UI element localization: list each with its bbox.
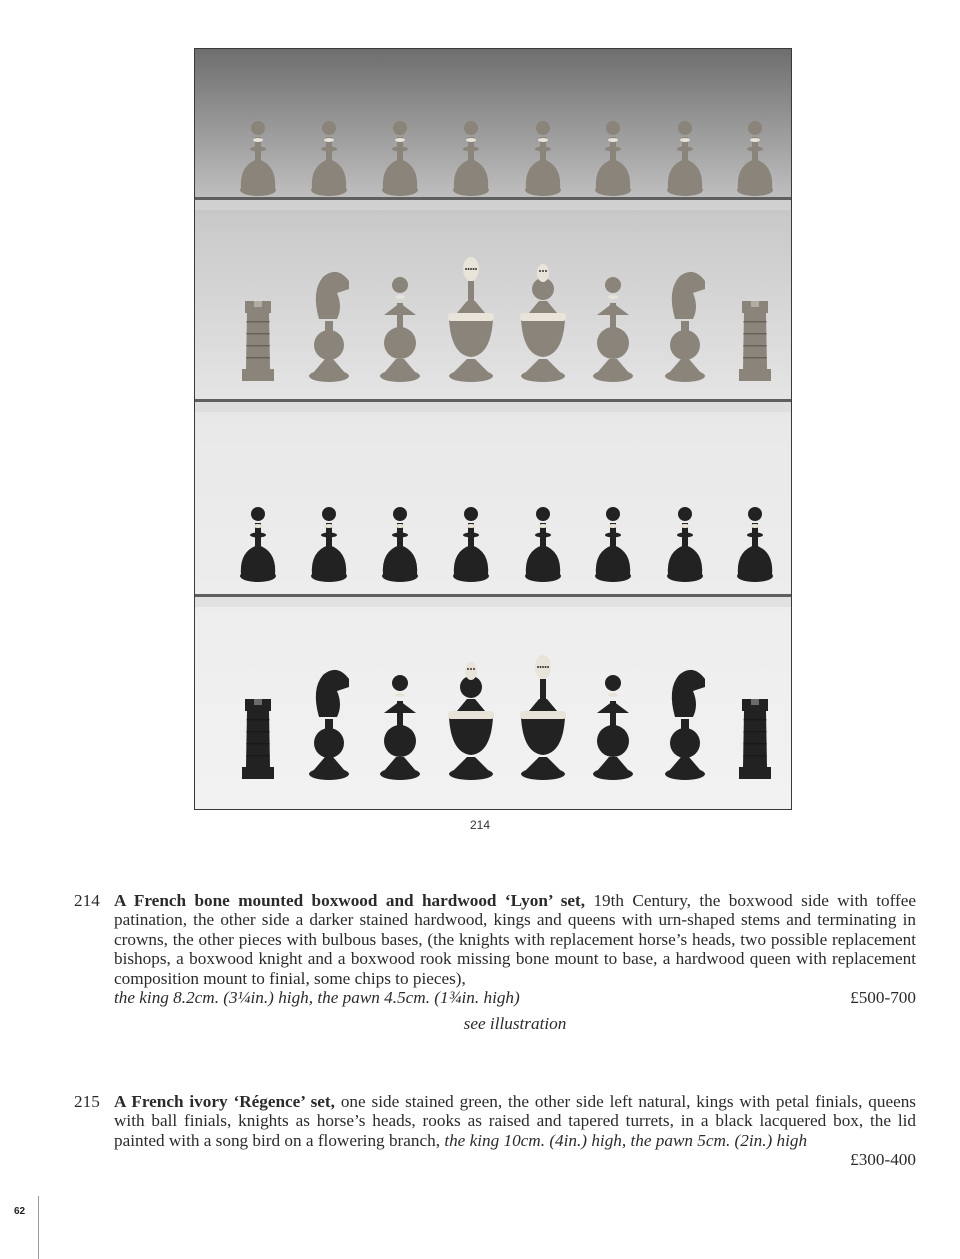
margin-rule [38, 1196, 39, 1259]
lot-body: one side stained green, the other side left natural, kings with petal finials, queens with ball finials, knights as horse’s heads, rooks as raised and tapered turrets, in a black lacquered box, the lid painted with a song bird on a flowering branch, [114, 1092, 916, 1150]
lot-estimate: £500-700 [850, 988, 916, 1008]
glass-shelf [195, 594, 791, 597]
lot-214 [74, 891, 916, 1034]
glass-shelf [195, 399, 791, 402]
lot-dimensions: the king 10cm. (4in.) high, the pawn 5cm. (2in.) high [444, 1130, 808, 1150]
see-illustration-note: see illustration [463, 1014, 567, 1034]
lot-number: 214 [74, 891, 100, 910]
lot-description [114, 1092, 916, 1150]
lot-estimate: £300-400 [850, 1150, 916, 1170]
lot-number: 215 [74, 1092, 100, 1111]
page-number: 62 [14, 1206, 26, 1217]
figure-caption: 214 [469, 818, 491, 832]
hardwood-rook-piece [739, 699, 771, 779]
lot-price-row [114, 1150, 916, 1169]
lot-title: A French ivory ‘Régence’ set, [114, 1092, 335, 1111]
boxwood-rook-piece [739, 301, 771, 381]
lot-body: 19th Century, the boxwood side with toffee patination, the other side a darker stained hardwood, kings and queens with urn-shaped stems and terminating in crowns, the other pieces with bulbous bases, (the knights with replacement horse’s heads, two possible replacement bishops, a boxwood knight and a boxwood rook missing bone mount to base, a hardwood queen with replacement composition mount to finial, some chips to pieces), [114, 891, 916, 988]
chess-set-photograph [194, 48, 792, 810]
hardwood-rook-piece [242, 699, 274, 779]
chess-pieces-illustration [195, 49, 791, 809]
lot-dimensions: the king 8.2cm. (3¼in.) high, the pawn 4.5cm. (1¾in. high) [114, 988, 520, 1008]
glass-shelf [195, 197, 791, 200]
boxwood-rook-piece [242, 301, 274, 381]
lot-description [114, 891, 916, 988]
lot-title: A French bone mounted boxwood and hardwood ‘Lyon’ set, [114, 891, 586, 910]
lot-215 [74, 1092, 916, 1170]
lot-price-row [114, 988, 916, 1007]
